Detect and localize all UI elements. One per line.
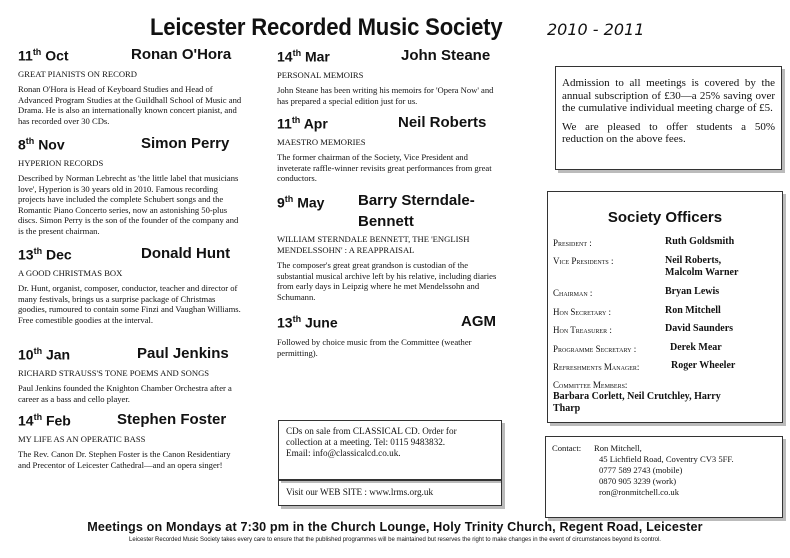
meetings-info: Meetings on Mondays at 7:30 pm in the Church Lounge, Holy Trinity Church, Regent Road, Leicester	[87, 520, 703, 534]
event-speaker-line2: Bennett	[358, 213, 414, 230]
event-date: 10th Jan	[18, 346, 71, 363]
cd-sales-box	[278, 420, 502, 480]
website-link[interactable]: Visit our WEB SITE : www.lrms.org.uk	[286, 487, 434, 497]
event-description: The Rev. Canon Dr. Stephen Foster is the Canon Residentiary and Precentor of Leicester Cathedral—and an opera singer!	[18, 449, 231, 470]
event-date: 14th Feb	[18, 412, 71, 429]
event-topic-line2: MENDELSSOHN' : A REAPPRAISAL	[277, 245, 415, 255]
vice-president-1: Neil Roberts,	[665, 255, 722, 266]
event-topic: GREAT PIANISTS ON RECORD	[18, 69, 137, 79]
officers-title: Society Officers	[607, 209, 723, 226]
secretary-name: Ron Mitchell	[665, 305, 721, 316]
event-description: John Steane has been writing his memoirs for 'Opera Now' and has prepared a special edition just for us.	[277, 85, 494, 106]
admission-text: Admission to all meetings is covered by the annual subscription of £30—a 25% saving over the cumulative individual meeting charge of £5.	[562, 77, 775, 115]
chairman-role: Chairman :	[553, 288, 593, 298]
contact-box	[545, 436, 783, 518]
event-date: 13th Dec	[18, 246, 72, 263]
contact-label: Contact:	[552, 443, 582, 453]
committee-members-2: Tharp	[553, 403, 581, 414]
event-description: Dr. Hunt, organist, composer, conductor, teacher and director of many festivals, brings us a surprise package of Christmas goodies, rumoured to contain some Finzi and Vaughan Williams. Free comestible goodies at the interval.	[18, 283, 241, 325]
event-speaker: Stephen Foster	[117, 411, 227, 428]
event-date: 11th Oct	[18, 47, 69, 64]
event-topic: PERSONAL MEMOIRS	[277, 70, 364, 80]
event-topic: RICHARD STRAUSS'S TONE POEMS AND SONGS	[18, 368, 210, 378]
officers-box	[547, 191, 783, 423]
event-description: Ronan O'Hora is Head of Keyboard Studies and Head of Advanced Program Studies at the Guildhall School of Music and Drama. He is also an internationally known concert pianist, and has recorded over 30 CDs.	[18, 84, 242, 126]
secretary-role: Hon Secretary :	[553, 307, 612, 317]
cd-sales-email[interactable]: Email: info@classicalcd.co.uk.	[286, 448, 401, 458]
event-description: Paul Jenkins founded the Knighton Chamber Orchestra after a career as a bass and cello player.	[18, 383, 232, 404]
president-name: Ruth Goldsmith	[665, 236, 735, 247]
season-label: 2010 - 2011	[547, 20, 645, 39]
cd-sales-line1: CDs on sale from CLASSICAL CD. Order for	[286, 426, 457, 436]
page-title: Leicester Recorded Music Society	[150, 14, 503, 41]
treasurer-role: Hon Treasurer :	[553, 325, 612, 335]
event-speaker: Simon Perry	[141, 135, 230, 152]
event-mar	[277, 48, 501, 106]
event-dec	[18, 246, 243, 325]
event-speaker: John Steane	[401, 47, 491, 64]
student-discount-text: We are pleased to offer students a 50% reduction on the above fees.	[562, 120, 775, 146]
event-topic: WILLIAM STERNDALE BENNETT, THE 'ENGLISH	[277, 234, 470, 244]
event-speaker: Donald Hunt	[141, 245, 231, 262]
event-jan	[18, 346, 243, 404]
committee-members-1: Barbara Corlett, Neil Crutchley, Harry	[553, 391, 721, 402]
event-speaker: AGM	[461, 313, 496, 330]
event-date: 9th May	[277, 194, 325, 211]
event-description: Described by Norman Lebrecht as 'the little label that musicians love', Hyperion is 30 years old in 2010. Famous recording projects have included the complete Schubert songs and the Romantic Piano Concerto series, now an astonishing 50-plus discs. Simon Perry is the son of the founder of the company and is the present chairman.	[18, 173, 239, 236]
event-apr	[277, 115, 501, 184]
event-description: Followed by choice music from the Committee (weather permitting).	[277, 337, 472, 358]
admission-box	[555, 66, 782, 170]
website-box	[278, 480, 502, 506]
event-date: 8th Nov	[18, 136, 65, 153]
event-topic: HYPERION RECORDS	[18, 158, 104, 168]
event-speaker: Barry Sterndale-	[358, 192, 475, 209]
event-topic: MAESTRO MEMORIES	[277, 137, 366, 147]
president-role: President :	[553, 238, 592, 248]
event-topic: MY LIFE AS AN OPERATIC BASS	[18, 434, 146, 444]
programme-secretary-role: Programme Secretary :	[553, 344, 637, 354]
cd-sales-line2: collection at a meeting. Tel: 0115 9483832.	[286, 437, 446, 447]
disclaimer: Leicester Recorded Music Society takes every care to ensure that the published programmes will be maintained but reserves the right to make changes in the event of circumstances beyond its control.	[129, 537, 661, 543]
refreshments-name: Roger Wheeler	[671, 360, 736, 371]
contact-work: 0870 905 3239 (work)	[599, 476, 677, 486]
event-may	[277, 192, 501, 302]
event-speaker: Neil Roberts	[398, 114, 487, 131]
treasurer-name: David Saunders	[665, 323, 734, 334]
event-description: The former chairman of the Society, Vice President and inveterate raffle-winner revisits great performances from great conductors.	[277, 152, 492, 184]
event-feb	[18, 412, 243, 470]
refreshments-role: Refreshments Manager:	[553, 362, 640, 372]
event-oct	[18, 47, 243, 126]
event-description: The composer's great great grandson is custodian of the substantial musical archive left by his relative, including diaries from early days in Leipzig where he met Mendelssohn and Schumann.	[277, 260, 497, 302]
event-nov	[18, 136, 243, 237]
vice-presidents-role: Vice Presidents :	[553, 256, 614, 266]
chairman-name: Bryan Lewis	[665, 286, 720, 297]
committee-role: Committee Members:	[553, 380, 628, 390]
event-date: 11th Apr	[277, 115, 328, 132]
vice-president-2: Malcolm Warner	[665, 267, 739, 278]
event-speaker: Ronan O'Hora	[131, 46, 232, 63]
contact-address: 45 Lichfield Road, Coventry CV3 5FF.	[599, 454, 734, 464]
programme-secretary-name: Derek Mear	[670, 342, 722, 353]
contact-name: Ron Mitchell,	[594, 443, 642, 453]
event-speaker: Paul Jenkins	[137, 345, 229, 362]
event-topic: A GOOD CHRISTMAS BOX	[18, 268, 123, 278]
contact-mobile: 0777 589 2743 (mobile)	[599, 465, 683, 475]
event-date: 13th June	[277, 314, 338, 331]
contact-email[interactable]: ron@ronmitchell.co.uk	[599, 487, 679, 497]
event-date: 14th Mar	[277, 48, 330, 65]
event-june	[277, 314, 501, 358]
